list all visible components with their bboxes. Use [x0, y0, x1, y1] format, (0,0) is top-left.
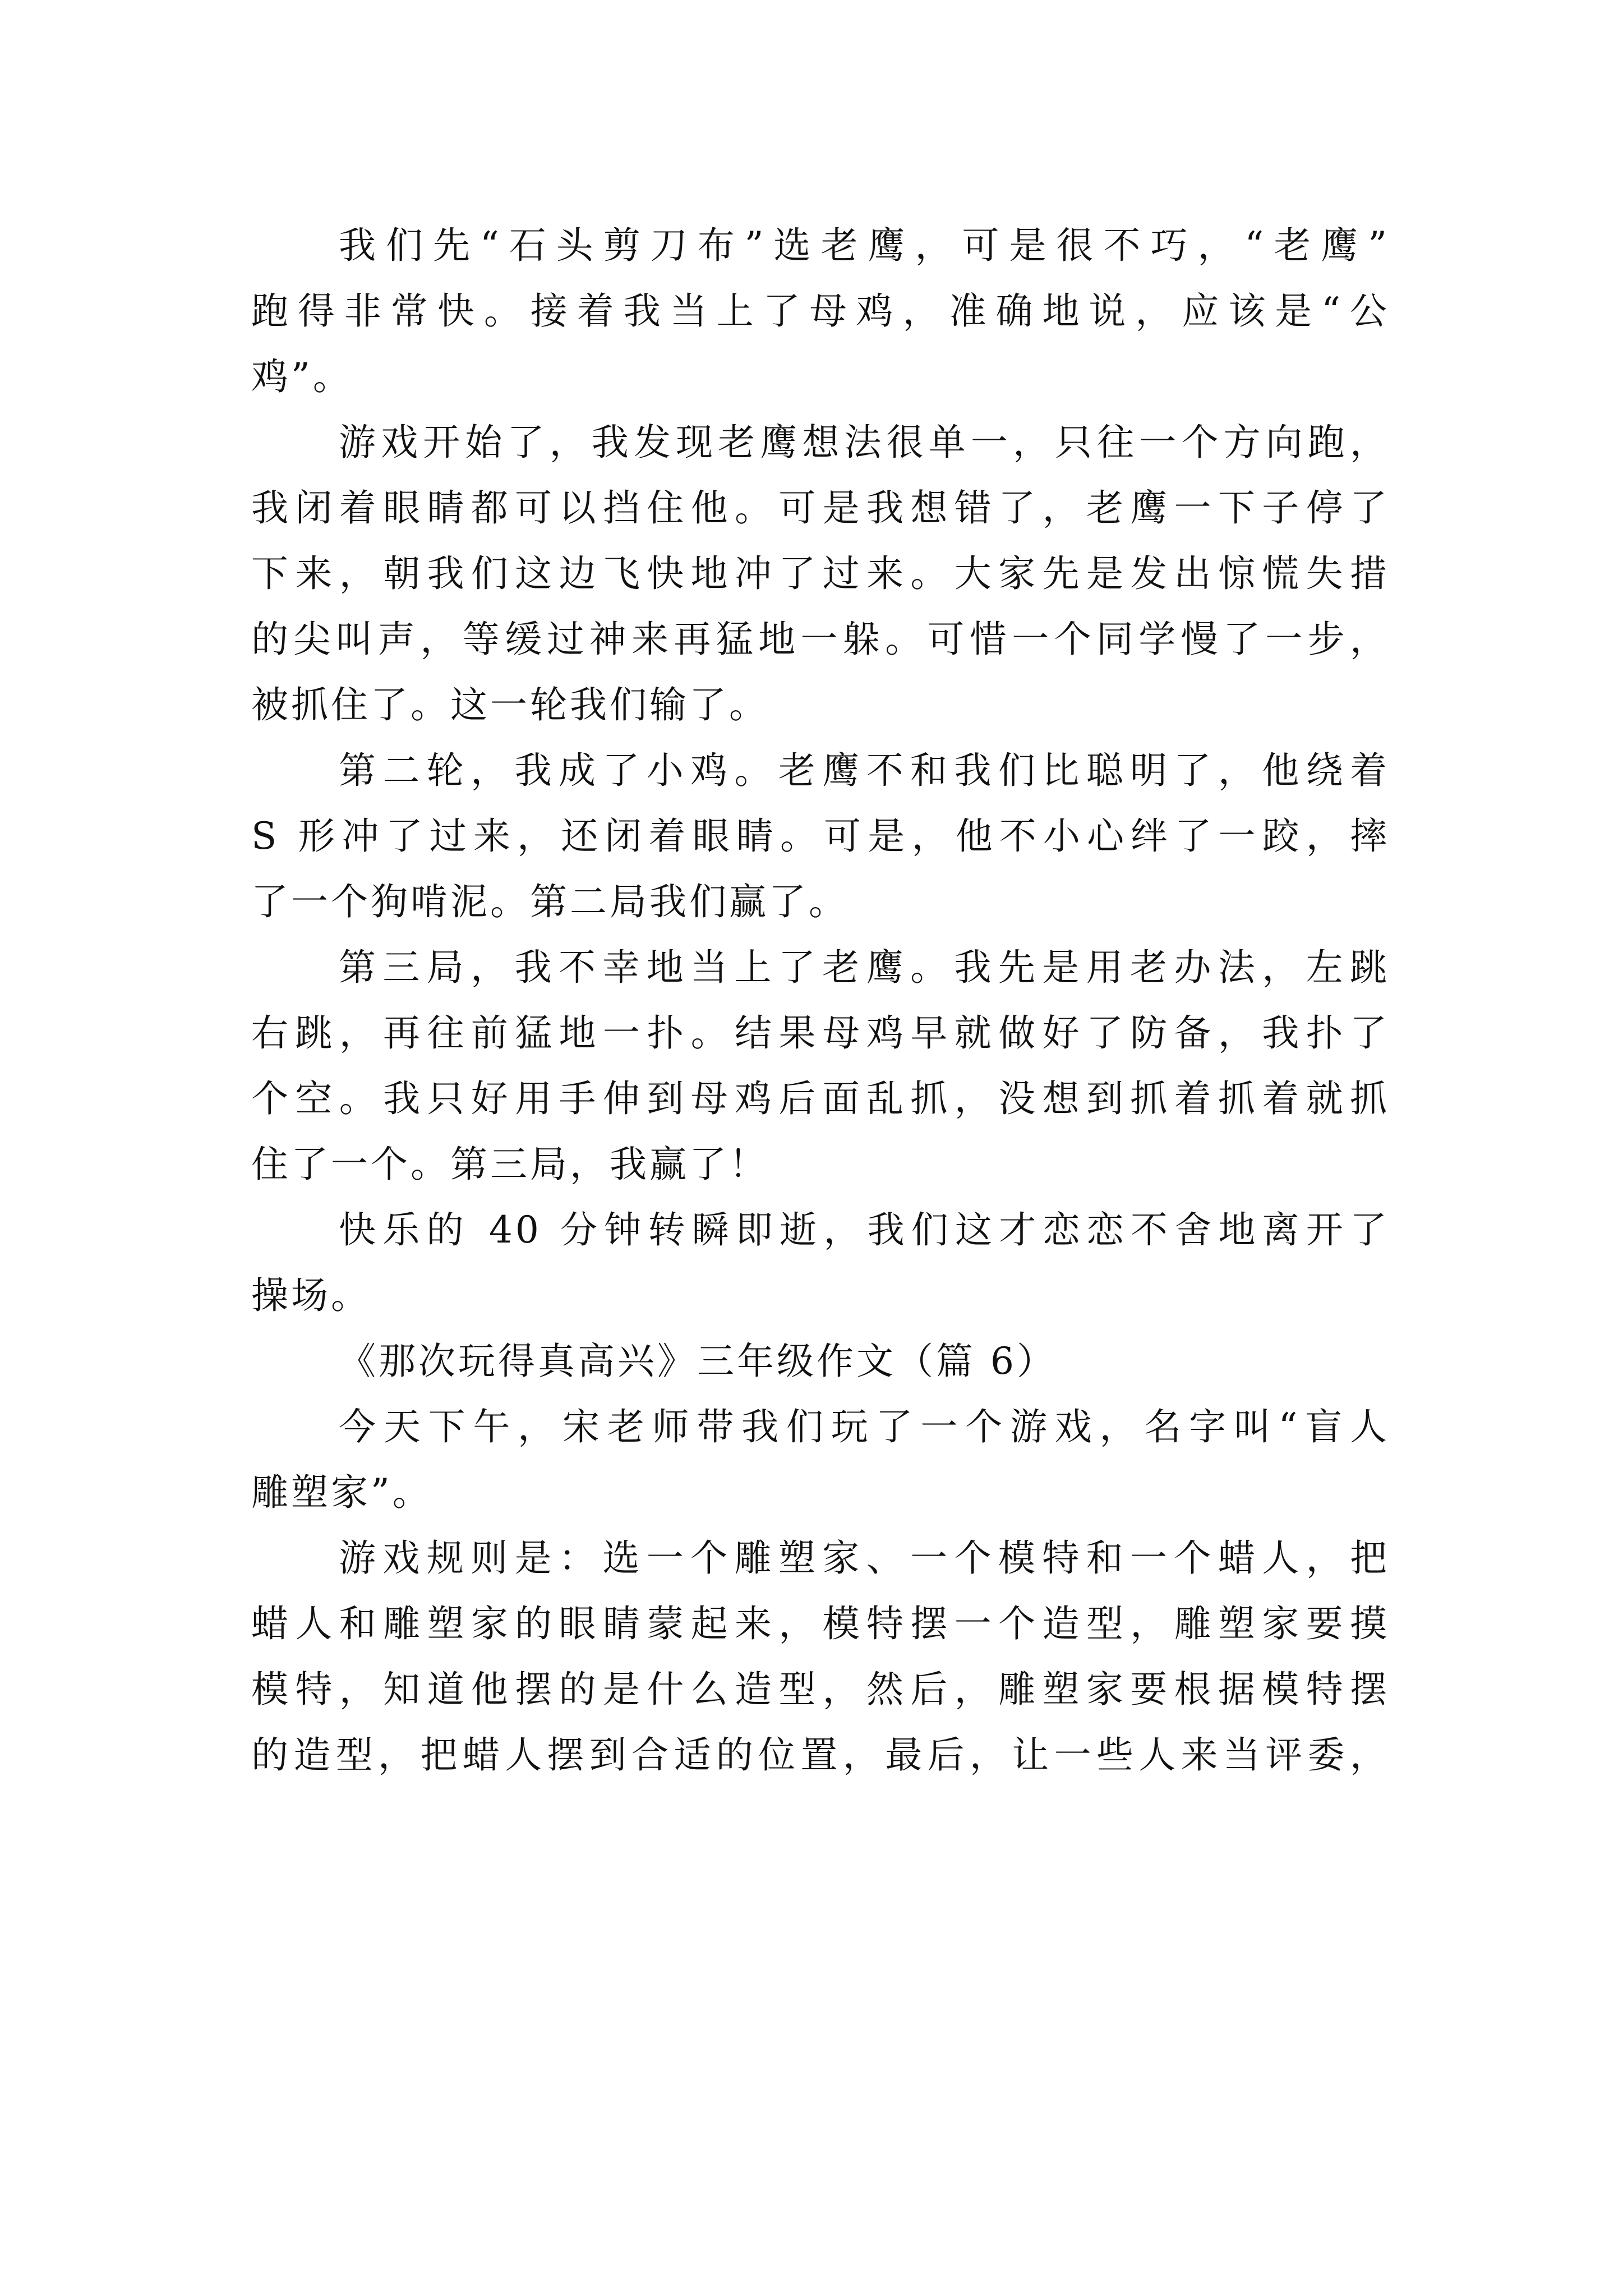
text-line: 住了一个。第三局，我赢了！ [251, 1143, 769, 1186]
text-line: 游戏开始了，我发现老鹰想法很单一，只往一个方向跑， [339, 421, 1390, 464]
text-line: 操场。 [251, 1274, 371, 1317]
text-line: 跑得非常快。接着我当上了母鸡，准确地说，应该是“公 [251, 289, 1390, 333]
text-line: 模特，知道他摆的是什么造型，然后，雕塑家要根据模特摆 [251, 1668, 1390, 1711]
text-line: 下来，朝我们这边飞快地冲了过来。大家先是发出惊慌失措 [251, 552, 1390, 595]
text-line: 游戏规则是：选一个雕塑家、一个模特和一个蜡人，把 [339, 1536, 1390, 1580]
text-line: 右跳，再往前猛地一扑。结果母鸡早就做好了防备，我扑了 [251, 1011, 1390, 1055]
text-line: S 形冲了过来，还闭着眼睛。可是，他不小心绊了一跤，摔 [251, 815, 1390, 858]
text-line: 我闭着眼睛都可以挡住他。可是我想错了，老鹰一下子停了 [251, 486, 1390, 530]
text-line: 第二轮，我成了小鸡。老鹰不和我们比聪明了，他绕着 [339, 749, 1390, 792]
text-line: 的造型，把蜡人摆到合适的位置，最后，让一些人来当评委， [251, 1733, 1390, 1777]
text-line: 蜡人和雕塑家的眼睛蒙起来，模特摆一个造型，雕塑家要摸 [251, 1602, 1390, 1645]
text-line: 了一个狗啃泥。第二局我们赢了。 [251, 880, 849, 923]
section-title: 《那次玩得真高兴》三年级作文（篇 6） [339, 1340, 1057, 1383]
text-line: 今天下午，宋老师带我们玩了一个游戏，名字叫“盲人 [339, 1405, 1390, 1448]
text-line: 鸡”。 [251, 355, 353, 398]
text-line: 个空。我只好用手伸到母鸡后面乱抓，没想到抓着抓着就抓 [251, 1077, 1390, 1120]
text-line: 雕塑家”。 [251, 1471, 432, 1514]
text-line: 我们先“石头剪刀布”选老鹰，可是很不巧，“老鹰” [339, 224, 1390, 267]
text-line: 快乐的 40 分钟转瞬即逝，我们这才恋恋不舍地离开了 [339, 1208, 1390, 1251]
text-line: 第三局，我不幸地当上了老鹰。我先是用老办法，左跳 [339, 946, 1390, 989]
text-line: 的尖叫声，等缓过神来再猛地一躲。可惜一个同学慢了一步， [251, 618, 1390, 661]
text-line: 被抓住了。这一轮我们输了。 [251, 683, 769, 726]
